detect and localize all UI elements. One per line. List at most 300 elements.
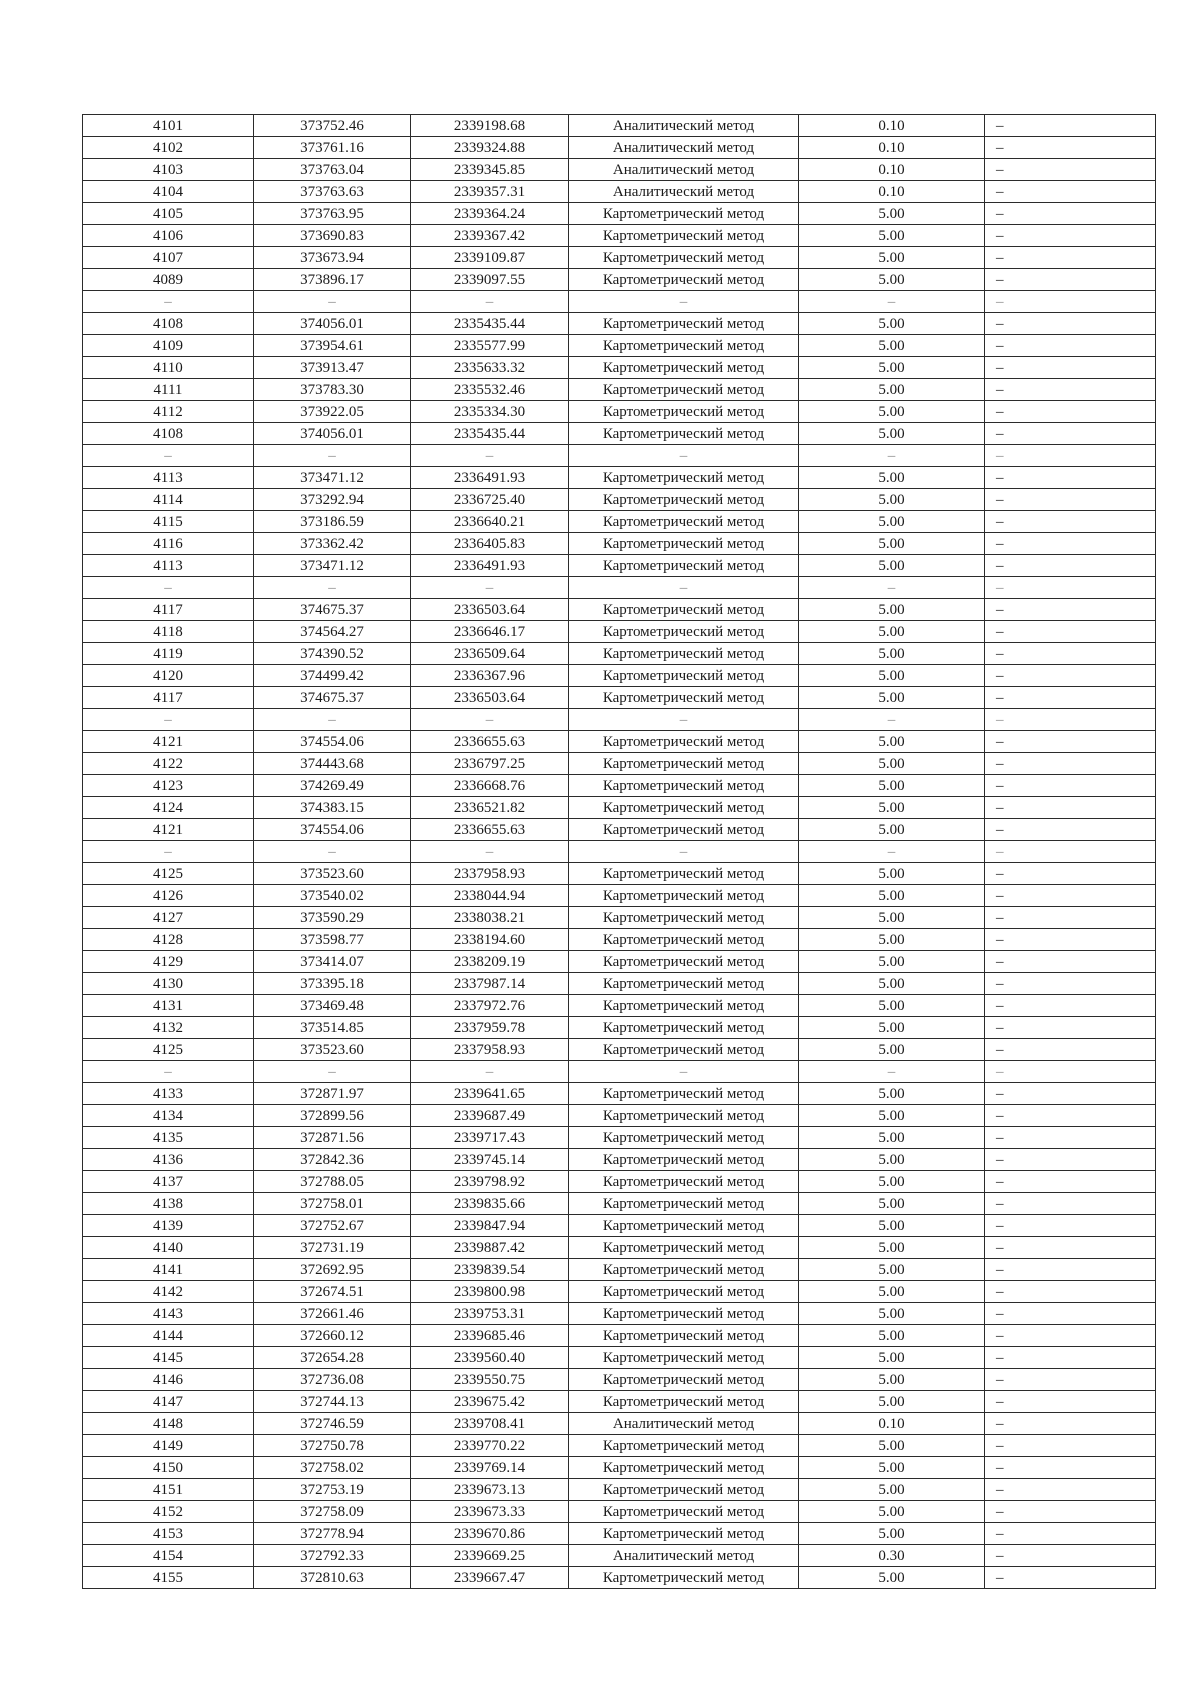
separator-row bbox=[83, 841, 1156, 863]
method-cell: Картометрический метод bbox=[569, 467, 799, 489]
point-number-cell: 4132 bbox=[83, 1017, 254, 1039]
note-cell: – bbox=[985, 1479, 1156, 1501]
accuracy-cell: 5.00 bbox=[799, 1215, 985, 1237]
accuracy-cell: 5.00 bbox=[799, 1105, 985, 1127]
x-coordinate-cell: 372899.56 bbox=[254, 1105, 411, 1127]
point-number-cell: 4113 bbox=[83, 555, 254, 577]
point-number-cell: 4114 bbox=[83, 489, 254, 511]
y-coordinate-cell: 2337958.93 bbox=[411, 863, 569, 885]
table-row bbox=[83, 819, 1156, 841]
note-cell: – bbox=[985, 1215, 1156, 1237]
y-coordinate-cell: 2339769.14 bbox=[411, 1457, 569, 1479]
accuracy-cell: 5.00 bbox=[799, 1567, 985, 1589]
method-cell: Картометрический метод bbox=[569, 1457, 799, 1479]
method-cell: Картометрический метод bbox=[569, 1391, 799, 1413]
point-number-cell: 4153 bbox=[83, 1523, 254, 1545]
note-cell: – bbox=[985, 401, 1156, 423]
y-coordinate-cell: 2339357.31 bbox=[411, 181, 569, 203]
accuracy-cell: 5.00 bbox=[799, 995, 985, 1017]
x-coordinate-cell: 372731.19 bbox=[254, 1237, 411, 1259]
separator-row bbox=[83, 1061, 1156, 1083]
y-coordinate-cell: 2339345.85 bbox=[411, 159, 569, 181]
note-cell: – bbox=[985, 929, 1156, 951]
note-cell: – bbox=[985, 1545, 1156, 1567]
accuracy-cell: 5.00 bbox=[799, 907, 985, 929]
point-number-cell: 4102 bbox=[83, 137, 254, 159]
note-cell: – bbox=[985, 907, 1156, 929]
y-coordinate-cell: 2339560.40 bbox=[411, 1347, 569, 1369]
table-row bbox=[83, 401, 1156, 423]
point-number-cell: 4108 bbox=[83, 313, 254, 335]
x-coordinate-cell: 374390.52 bbox=[254, 643, 411, 665]
point-number-cell: 4134 bbox=[83, 1105, 254, 1127]
table-row bbox=[83, 1171, 1156, 1193]
point-number-cell: 4143 bbox=[83, 1303, 254, 1325]
accuracy-cell: 5.00 bbox=[799, 687, 985, 709]
point-number-cell: 4155 bbox=[83, 1567, 254, 1589]
method-cell: Картометрический метод bbox=[569, 401, 799, 423]
x-coordinate-cell: – bbox=[254, 709, 411, 731]
accuracy-cell: 5.00 bbox=[799, 929, 985, 951]
x-coordinate-cell: 374564.27 bbox=[254, 621, 411, 643]
x-coordinate-cell: 372744.13 bbox=[254, 1391, 411, 1413]
table-row bbox=[83, 1523, 1156, 1545]
coordinates-table-body bbox=[83, 115, 1156, 1589]
note-cell: – bbox=[985, 599, 1156, 621]
table-row bbox=[83, 203, 1156, 225]
accuracy-cell: – bbox=[799, 1061, 985, 1083]
accuracy-cell: 5.00 bbox=[799, 753, 985, 775]
method-cell: Картометрический метод bbox=[569, 555, 799, 577]
accuracy-cell: 0.10 bbox=[799, 137, 985, 159]
accuracy-cell: 5.00 bbox=[799, 379, 985, 401]
y-coordinate-cell: 2336367.96 bbox=[411, 665, 569, 687]
method-cell: Картометрический метод bbox=[569, 247, 799, 269]
point-number-cell: 4148 bbox=[83, 1413, 254, 1435]
y-coordinate-cell: 2335334.30 bbox=[411, 401, 569, 423]
table-row bbox=[83, 467, 1156, 489]
method-cell: Картометрический метод bbox=[569, 335, 799, 357]
note-cell: – bbox=[985, 181, 1156, 203]
note-cell: – bbox=[985, 1149, 1156, 1171]
note-cell: – bbox=[985, 423, 1156, 445]
accuracy-cell: 5.00 bbox=[799, 1083, 985, 1105]
accuracy-cell: 5.00 bbox=[799, 269, 985, 291]
y-coordinate-cell: – bbox=[411, 291, 569, 313]
note-cell: – bbox=[985, 1391, 1156, 1413]
x-coordinate-cell: 374056.01 bbox=[254, 423, 411, 445]
table-row bbox=[83, 951, 1156, 973]
table-row bbox=[83, 533, 1156, 555]
y-coordinate-cell: 2335435.44 bbox=[411, 313, 569, 335]
point-number-cell: 4149 bbox=[83, 1435, 254, 1457]
x-coordinate-cell: 372753.19 bbox=[254, 1479, 411, 1501]
method-cell: Аналитический метод bbox=[569, 181, 799, 203]
accuracy-cell: 5.00 bbox=[799, 489, 985, 511]
y-coordinate-cell: 2339685.46 bbox=[411, 1325, 569, 1347]
point-number-cell: 4141 bbox=[83, 1259, 254, 1281]
x-coordinate-cell: 374443.68 bbox=[254, 753, 411, 775]
table-row bbox=[83, 1083, 1156, 1105]
method-cell: Картометрический метод bbox=[569, 1039, 799, 1061]
table-row bbox=[83, 643, 1156, 665]
method-cell: Картометрический метод bbox=[569, 1435, 799, 1457]
note-cell: – bbox=[985, 291, 1156, 313]
y-coordinate-cell: 2337958.93 bbox=[411, 1039, 569, 1061]
x-coordinate-cell: 373763.95 bbox=[254, 203, 411, 225]
note-cell: – bbox=[985, 775, 1156, 797]
table-row bbox=[83, 753, 1156, 775]
note-cell: – bbox=[985, 995, 1156, 1017]
table-row bbox=[83, 1435, 1156, 1457]
method-cell: Картометрический метод bbox=[569, 1369, 799, 1391]
table-row bbox=[83, 1281, 1156, 1303]
point-number-cell: 4120 bbox=[83, 665, 254, 687]
y-coordinate-cell: 2339800.98 bbox=[411, 1281, 569, 1303]
y-coordinate-cell: 2336668.76 bbox=[411, 775, 569, 797]
note-cell: – bbox=[985, 885, 1156, 907]
point-number-cell: 4106 bbox=[83, 225, 254, 247]
x-coordinate-cell: 373395.18 bbox=[254, 973, 411, 995]
table-row bbox=[83, 1567, 1156, 1589]
y-coordinate-cell: 2336405.83 bbox=[411, 533, 569, 555]
y-coordinate-cell: 2336655.63 bbox=[411, 731, 569, 753]
table-row bbox=[83, 1303, 1156, 1325]
y-coordinate-cell: 2336503.64 bbox=[411, 687, 569, 709]
x-coordinate-cell: 372654.28 bbox=[254, 1347, 411, 1369]
table-row bbox=[83, 1017, 1156, 1039]
method-cell: Картометрический метод bbox=[569, 379, 799, 401]
method-cell: – bbox=[569, 291, 799, 313]
table-row bbox=[83, 511, 1156, 533]
table-row bbox=[83, 423, 1156, 445]
method-cell: Картометрический метод bbox=[569, 599, 799, 621]
accuracy-cell: 5.00 bbox=[799, 863, 985, 885]
method-cell: Аналитический метод bbox=[569, 115, 799, 137]
x-coordinate-cell: 372758.02 bbox=[254, 1457, 411, 1479]
point-number-cell: 4121 bbox=[83, 731, 254, 753]
method-cell: Картометрический метод bbox=[569, 951, 799, 973]
table-row bbox=[83, 1501, 1156, 1523]
method-cell: Картометрический метод bbox=[569, 269, 799, 291]
y-coordinate-cell: 2339753.31 bbox=[411, 1303, 569, 1325]
table-row bbox=[83, 687, 1156, 709]
table-row bbox=[83, 555, 1156, 577]
x-coordinate-cell: 373471.12 bbox=[254, 555, 411, 577]
table-row bbox=[83, 929, 1156, 951]
x-coordinate-cell: 373783.30 bbox=[254, 379, 411, 401]
point-number-cell: 4122 bbox=[83, 753, 254, 775]
y-coordinate-cell: 2336797.25 bbox=[411, 753, 569, 775]
x-coordinate-cell: 373673.94 bbox=[254, 247, 411, 269]
x-coordinate-cell: 372736.08 bbox=[254, 1369, 411, 1391]
point-number-cell: 4117 bbox=[83, 687, 254, 709]
method-cell: Картометрический метод bbox=[569, 1017, 799, 1039]
note-cell: – bbox=[985, 357, 1156, 379]
point-number-cell: 4121 bbox=[83, 819, 254, 841]
accuracy-cell: 5.00 bbox=[799, 1149, 985, 1171]
table-row bbox=[83, 995, 1156, 1017]
note-cell: – bbox=[985, 863, 1156, 885]
table-row bbox=[83, 1391, 1156, 1413]
x-coordinate-cell: 374554.06 bbox=[254, 731, 411, 753]
method-cell: Картометрический метод bbox=[569, 1347, 799, 1369]
table-row bbox=[83, 1457, 1156, 1479]
x-coordinate-cell: 373514.85 bbox=[254, 1017, 411, 1039]
accuracy-cell: 5.00 bbox=[799, 1325, 985, 1347]
y-coordinate-cell: 2339835.66 bbox=[411, 1193, 569, 1215]
point-number-cell: 4142 bbox=[83, 1281, 254, 1303]
y-coordinate-cell: 2339673.13 bbox=[411, 1479, 569, 1501]
point-number-cell: 4146 bbox=[83, 1369, 254, 1391]
point-number-cell: 4126 bbox=[83, 885, 254, 907]
point-number-cell: 4125 bbox=[83, 863, 254, 885]
y-coordinate-cell: 2339717.43 bbox=[411, 1127, 569, 1149]
table-row bbox=[83, 1259, 1156, 1281]
x-coordinate-cell: 374675.37 bbox=[254, 687, 411, 709]
x-coordinate-cell: 372750.78 bbox=[254, 1435, 411, 1457]
point-number-cell: 4116 bbox=[83, 533, 254, 555]
note-cell: – bbox=[985, 1501, 1156, 1523]
method-cell: – bbox=[569, 841, 799, 863]
table-row bbox=[83, 137, 1156, 159]
method-cell: Картометрический метод bbox=[569, 753, 799, 775]
x-coordinate-cell: 374383.15 bbox=[254, 797, 411, 819]
x-coordinate-cell: 373913.47 bbox=[254, 357, 411, 379]
method-cell: Картометрический метод bbox=[569, 621, 799, 643]
accuracy-cell: 0.10 bbox=[799, 159, 985, 181]
x-coordinate-cell: – bbox=[254, 577, 411, 599]
x-coordinate-cell: 372788.05 bbox=[254, 1171, 411, 1193]
x-coordinate-cell: 374269.49 bbox=[254, 775, 411, 797]
point-number-cell: 4125 bbox=[83, 1039, 254, 1061]
accuracy-cell: 5.00 bbox=[799, 1369, 985, 1391]
point-number-cell: 4144 bbox=[83, 1325, 254, 1347]
accuracy-cell: 5.00 bbox=[799, 819, 985, 841]
accuracy-cell: 5.00 bbox=[799, 555, 985, 577]
x-coordinate-cell: – bbox=[254, 445, 411, 467]
note-cell: – bbox=[985, 335, 1156, 357]
note-cell: – bbox=[985, 973, 1156, 995]
method-cell: – bbox=[569, 1061, 799, 1083]
point-number-cell: 4154 bbox=[83, 1545, 254, 1567]
note-cell: – bbox=[985, 379, 1156, 401]
y-coordinate-cell: 2339097.55 bbox=[411, 269, 569, 291]
accuracy-cell: 5.00 bbox=[799, 1347, 985, 1369]
y-coordinate-cell: 2336509.64 bbox=[411, 643, 569, 665]
x-coordinate-cell: 373469.48 bbox=[254, 995, 411, 1017]
table-row bbox=[83, 357, 1156, 379]
accuracy-cell: 5.00 bbox=[799, 423, 985, 445]
accuracy-cell: – bbox=[799, 445, 985, 467]
point-number-cell: 4152 bbox=[83, 1501, 254, 1523]
method-cell: – bbox=[569, 709, 799, 731]
y-coordinate-cell: 2339670.86 bbox=[411, 1523, 569, 1545]
accuracy-cell: 5.00 bbox=[799, 1259, 985, 1281]
x-coordinate-cell: 373523.60 bbox=[254, 1039, 411, 1061]
y-coordinate-cell: – bbox=[411, 709, 569, 731]
y-coordinate-cell: 2339839.54 bbox=[411, 1259, 569, 1281]
y-coordinate-cell: 2339198.68 bbox=[411, 115, 569, 137]
method-cell: Картометрический метод bbox=[569, 731, 799, 753]
note-cell: – bbox=[985, 1347, 1156, 1369]
y-coordinate-cell: 2339745.14 bbox=[411, 1149, 569, 1171]
y-coordinate-cell: 2339847.94 bbox=[411, 1215, 569, 1237]
point-number-cell: – bbox=[83, 445, 254, 467]
x-coordinate-cell: 373292.94 bbox=[254, 489, 411, 511]
point-number-cell: 4138 bbox=[83, 1193, 254, 1215]
x-coordinate-cell: 373922.05 bbox=[254, 401, 411, 423]
y-coordinate-cell: 2339708.41 bbox=[411, 1413, 569, 1435]
point-number-cell: 4119 bbox=[83, 643, 254, 665]
accuracy-cell: 5.00 bbox=[799, 775, 985, 797]
x-coordinate-cell: 373590.29 bbox=[254, 907, 411, 929]
coordinates-table bbox=[82, 114, 1156, 1589]
point-number-cell: 4109 bbox=[83, 335, 254, 357]
note-cell: – bbox=[985, 1523, 1156, 1545]
accuracy-cell: 0.10 bbox=[799, 1413, 985, 1435]
note-cell: – bbox=[985, 1413, 1156, 1435]
method-cell: Картометрический метод bbox=[569, 203, 799, 225]
separator-row bbox=[83, 445, 1156, 467]
note-cell: – bbox=[985, 731, 1156, 753]
accuracy-cell: 5.00 bbox=[799, 665, 985, 687]
point-number-cell: 4115 bbox=[83, 511, 254, 533]
x-coordinate-cell: 372758.01 bbox=[254, 1193, 411, 1215]
x-coordinate-cell: 372752.67 bbox=[254, 1215, 411, 1237]
method-cell: Картометрический метод bbox=[569, 907, 799, 929]
table-row bbox=[83, 489, 1156, 511]
table-row bbox=[83, 1413, 1156, 1435]
method-cell: Картометрический метод bbox=[569, 225, 799, 247]
accuracy-cell: 5.00 bbox=[799, 731, 985, 753]
method-cell: Картометрический метод bbox=[569, 819, 799, 841]
table-row bbox=[83, 1347, 1156, 1369]
accuracy-cell: 5.00 bbox=[799, 621, 985, 643]
method-cell: Картометрический метод bbox=[569, 665, 799, 687]
y-coordinate-cell: 2338194.60 bbox=[411, 929, 569, 951]
x-coordinate-cell: – bbox=[254, 841, 411, 863]
point-number-cell: 4112 bbox=[83, 401, 254, 423]
x-coordinate-cell: 373414.07 bbox=[254, 951, 411, 973]
table-row bbox=[83, 181, 1156, 203]
method-cell: Картометрический метод bbox=[569, 929, 799, 951]
note-cell: – bbox=[985, 137, 1156, 159]
y-coordinate-cell: 2339675.42 bbox=[411, 1391, 569, 1413]
method-cell: Картометрический метод bbox=[569, 533, 799, 555]
point-number-cell: 4129 bbox=[83, 951, 254, 973]
x-coordinate-cell: 372810.63 bbox=[254, 1567, 411, 1589]
accuracy-cell: 0.10 bbox=[799, 115, 985, 137]
method-cell: Картометрический метод bbox=[569, 1105, 799, 1127]
y-coordinate-cell: 2339667.47 bbox=[411, 1567, 569, 1589]
x-coordinate-cell: 373896.17 bbox=[254, 269, 411, 291]
method-cell: Аналитический метод bbox=[569, 137, 799, 159]
y-coordinate-cell: 2339887.42 bbox=[411, 1237, 569, 1259]
accuracy-cell: 0.10 bbox=[799, 181, 985, 203]
method-cell: Картометрический метод bbox=[569, 1523, 799, 1545]
note-cell: – bbox=[985, 1369, 1156, 1391]
x-coordinate-cell: 373763.63 bbox=[254, 181, 411, 203]
y-coordinate-cell: 2339798.92 bbox=[411, 1171, 569, 1193]
method-cell: Картометрический метод bbox=[569, 511, 799, 533]
note-cell: – bbox=[985, 1567, 1156, 1589]
note-cell: – bbox=[985, 533, 1156, 555]
point-number-cell: 4130 bbox=[83, 973, 254, 995]
x-coordinate-cell: 372661.46 bbox=[254, 1303, 411, 1325]
table-row bbox=[83, 335, 1156, 357]
note-cell: – bbox=[985, 247, 1156, 269]
method-cell: Картометрический метод bbox=[569, 973, 799, 995]
point-number-cell: 4127 bbox=[83, 907, 254, 929]
y-coordinate-cell: 2339673.33 bbox=[411, 1501, 569, 1523]
table-row bbox=[83, 269, 1156, 291]
point-number-cell: – bbox=[83, 577, 254, 599]
table-row bbox=[83, 775, 1156, 797]
note-cell: – bbox=[985, 687, 1156, 709]
note-cell: – bbox=[985, 313, 1156, 335]
accuracy-cell: – bbox=[799, 577, 985, 599]
method-cell: Картометрический метод bbox=[569, 1259, 799, 1281]
table-row bbox=[83, 885, 1156, 907]
method-cell: Картометрический метод bbox=[569, 1215, 799, 1237]
y-coordinate-cell: 2338038.21 bbox=[411, 907, 569, 929]
accuracy-cell: 5.00 bbox=[799, 533, 985, 555]
note-cell: – bbox=[985, 445, 1156, 467]
point-number-cell: 4137 bbox=[83, 1171, 254, 1193]
accuracy-cell: 5.00 bbox=[799, 511, 985, 533]
x-coordinate-cell: 373186.59 bbox=[254, 511, 411, 533]
point-number-cell: 4135 bbox=[83, 1127, 254, 1149]
y-coordinate-cell: – bbox=[411, 577, 569, 599]
method-cell: Картометрический метод bbox=[569, 1567, 799, 1589]
note-cell: – bbox=[985, 467, 1156, 489]
note-cell: – bbox=[985, 1281, 1156, 1303]
note-cell: – bbox=[985, 1171, 1156, 1193]
y-coordinate-cell: 2336503.64 bbox=[411, 599, 569, 621]
point-number-cell: 4118 bbox=[83, 621, 254, 643]
point-number-cell: 4140 bbox=[83, 1237, 254, 1259]
table-row bbox=[83, 1545, 1156, 1567]
accuracy-cell: 5.00 bbox=[799, 1237, 985, 1259]
x-coordinate-cell: 373523.60 bbox=[254, 863, 411, 885]
method-cell: Картометрический метод bbox=[569, 1479, 799, 1501]
accuracy-cell: 5.00 bbox=[799, 643, 985, 665]
x-coordinate-cell: 372842.36 bbox=[254, 1149, 411, 1171]
note-cell: – bbox=[985, 665, 1156, 687]
point-number-cell: 4151 bbox=[83, 1479, 254, 1501]
y-coordinate-cell: 2336655.63 bbox=[411, 819, 569, 841]
x-coordinate-cell: 372660.12 bbox=[254, 1325, 411, 1347]
note-cell: – bbox=[985, 797, 1156, 819]
table-row bbox=[83, 1369, 1156, 1391]
x-coordinate-cell: 373761.16 bbox=[254, 137, 411, 159]
accuracy-cell: 5.00 bbox=[799, 1017, 985, 1039]
note-cell: – bbox=[985, 819, 1156, 841]
point-number-cell: 4105 bbox=[83, 203, 254, 225]
accuracy-cell: – bbox=[799, 709, 985, 731]
y-coordinate-cell: 2335633.32 bbox=[411, 357, 569, 379]
method-cell: Картометрический метод bbox=[569, 1237, 799, 1259]
y-coordinate-cell: 2338209.19 bbox=[411, 951, 569, 973]
accuracy-cell: 5.00 bbox=[799, 951, 985, 973]
point-number-cell: – bbox=[83, 841, 254, 863]
accuracy-cell: 0.30 bbox=[799, 1545, 985, 1567]
method-cell: Аналитический метод bbox=[569, 1545, 799, 1567]
accuracy-cell: 5.00 bbox=[799, 401, 985, 423]
note-cell: – bbox=[985, 511, 1156, 533]
x-coordinate-cell: – bbox=[254, 1061, 411, 1083]
